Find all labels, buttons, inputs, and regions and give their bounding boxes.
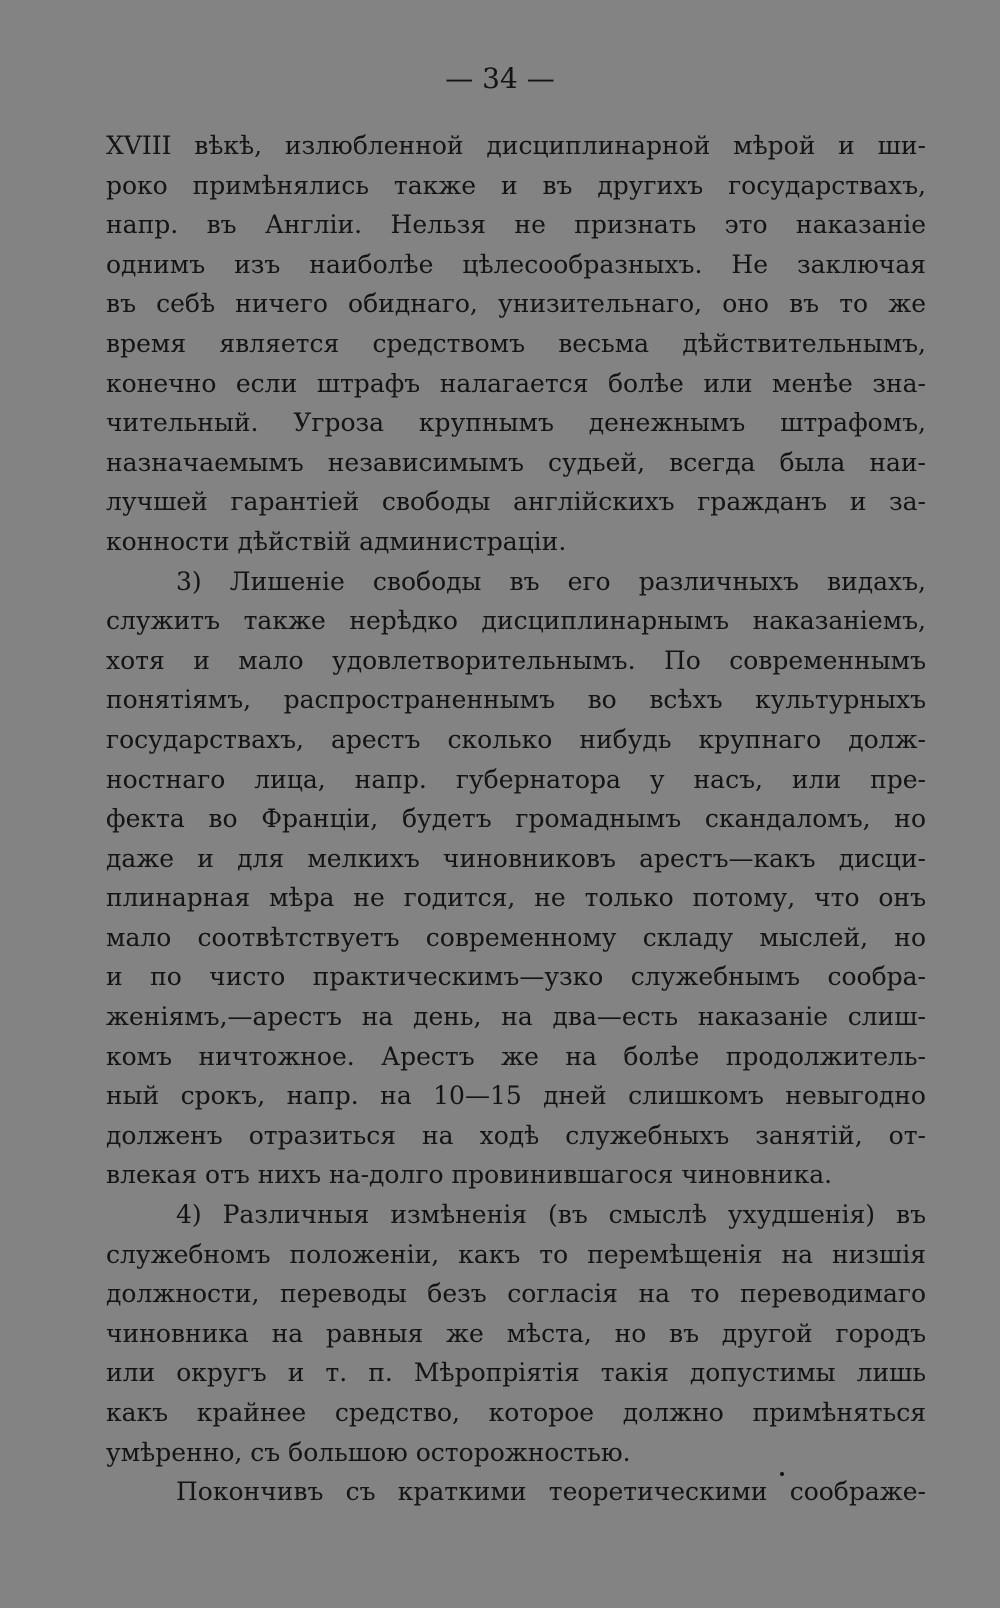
text-line: въ себѣ ничего обиднаго, унизительнаго, оно въ то же	[106, 289, 926, 319]
text-line: служитъ также нерѣдко дисциплинарнымъ наказаніемъ,	[106, 606, 926, 636]
text-line: влекая отъ нихъ на-долго провинившагося чиновника.	[106, 1160, 833, 1190]
text-line: напр. въ Англіи. Нельзя не признать это наказаніе	[106, 210, 926, 240]
text-line: умѣренно, съ большою осторожностью.	[106, 1437, 631, 1467]
text-line: назначаемымъ независимымъ судьей, всегда была наи-	[106, 447, 926, 477]
text-line: XVIII вѣкѣ, излюбленной дисциплинарной мѣрой и ши-	[106, 131, 926, 160]
text-line: чиновника на равныя же мѣста, но въ другой городъ	[106, 1318, 926, 1348]
text-line: понятіямъ, распространеннымъ во всѣхъ культурныхъ	[106, 685, 926, 715]
text-line: чительный. Угроза крупнымъ денежнымъ штрафомъ,	[106, 408, 926, 438]
text-line: 4) Различныя измѣненія (въ смыслѣ ухудшенія) въ	[176, 1200, 926, 1230]
ink-speck	[780, 1472, 784, 1476]
text-line: государствахъ, арестъ сколько нибудь крупнаго долж-	[106, 724, 926, 754]
text-line: конечно если штрафъ налагается болѣе или менѣе зна-	[106, 368, 926, 398]
text-line: роко примѣнялись также и въ другихъ государствахъ,	[106, 170, 926, 200]
text-line: однимъ изъ наиболѣе цѣлесообразныхъ. Не заключая	[106, 249, 926, 279]
text-line: лучшей гарантіей свободы англійскихъ гражданъ и за-	[106, 487, 926, 517]
body-text	[106, 126, 926, 1512]
text-line: служебномъ положеніи, какъ то перемѣщенія на низшія	[106, 1239, 926, 1269]
text-line: мало соотвѣтствуетъ современному складу мыслей, но	[106, 922, 926, 952]
text-line: ный срокъ, напр. на 10—15 дней слишкомъ невыгодно	[106, 1081, 926, 1111]
text-line: 3) Лишеніе свободы въ его различныхъ видахъ,	[176, 566, 926, 596]
text-line: хотя и мало удовлетворительнымъ. По современнымъ	[106, 645, 926, 675]
text-line: ностнаго лица, напр. губернатора у насъ, или пре-	[106, 764, 926, 794]
text-line: плинарная мѣра не годится, не только потому, что онъ	[106, 883, 926, 913]
text-line: должности, переводы безъ согласія на то переводимаго	[106, 1279, 926, 1309]
text-line: конности дѣйствій администраціи.	[106, 526, 567, 556]
text-line: даже и для мелкихъ чиновниковъ арестъ—какъ дисци-	[106, 843, 926, 873]
text-line: время является средствомъ весьма дѣйствительнымъ,	[106, 328, 926, 358]
text-line: какъ крайнее средство, которое должно примѣняться	[106, 1398, 926, 1427]
text-line: или округъ и т. п. Мѣропріятія такія допустимы лишь	[106, 1358, 926, 1388]
text-line: Покончивъ съ краткими теоретическими соображе-	[176, 1477, 926, 1507]
text-line: фекта во Франціи, будетъ громаднымъ скандаломъ, но	[106, 804, 926, 834]
text-line: комъ ничтожное. Арестъ же на болѣе продолжитель-	[106, 1041, 926, 1071]
text-line: долженъ отразиться на ходѣ служебныхъ занятій, от-	[106, 1120, 926, 1150]
page-number: — 34 —	[445, 62, 555, 95]
text-line: и по чисто практическимъ—узко служебнымъ сообра-	[106, 962, 926, 992]
text-line: женіямъ,—арестъ на день, на два—есть наказаніе слиш-	[106, 1002, 926, 1032]
